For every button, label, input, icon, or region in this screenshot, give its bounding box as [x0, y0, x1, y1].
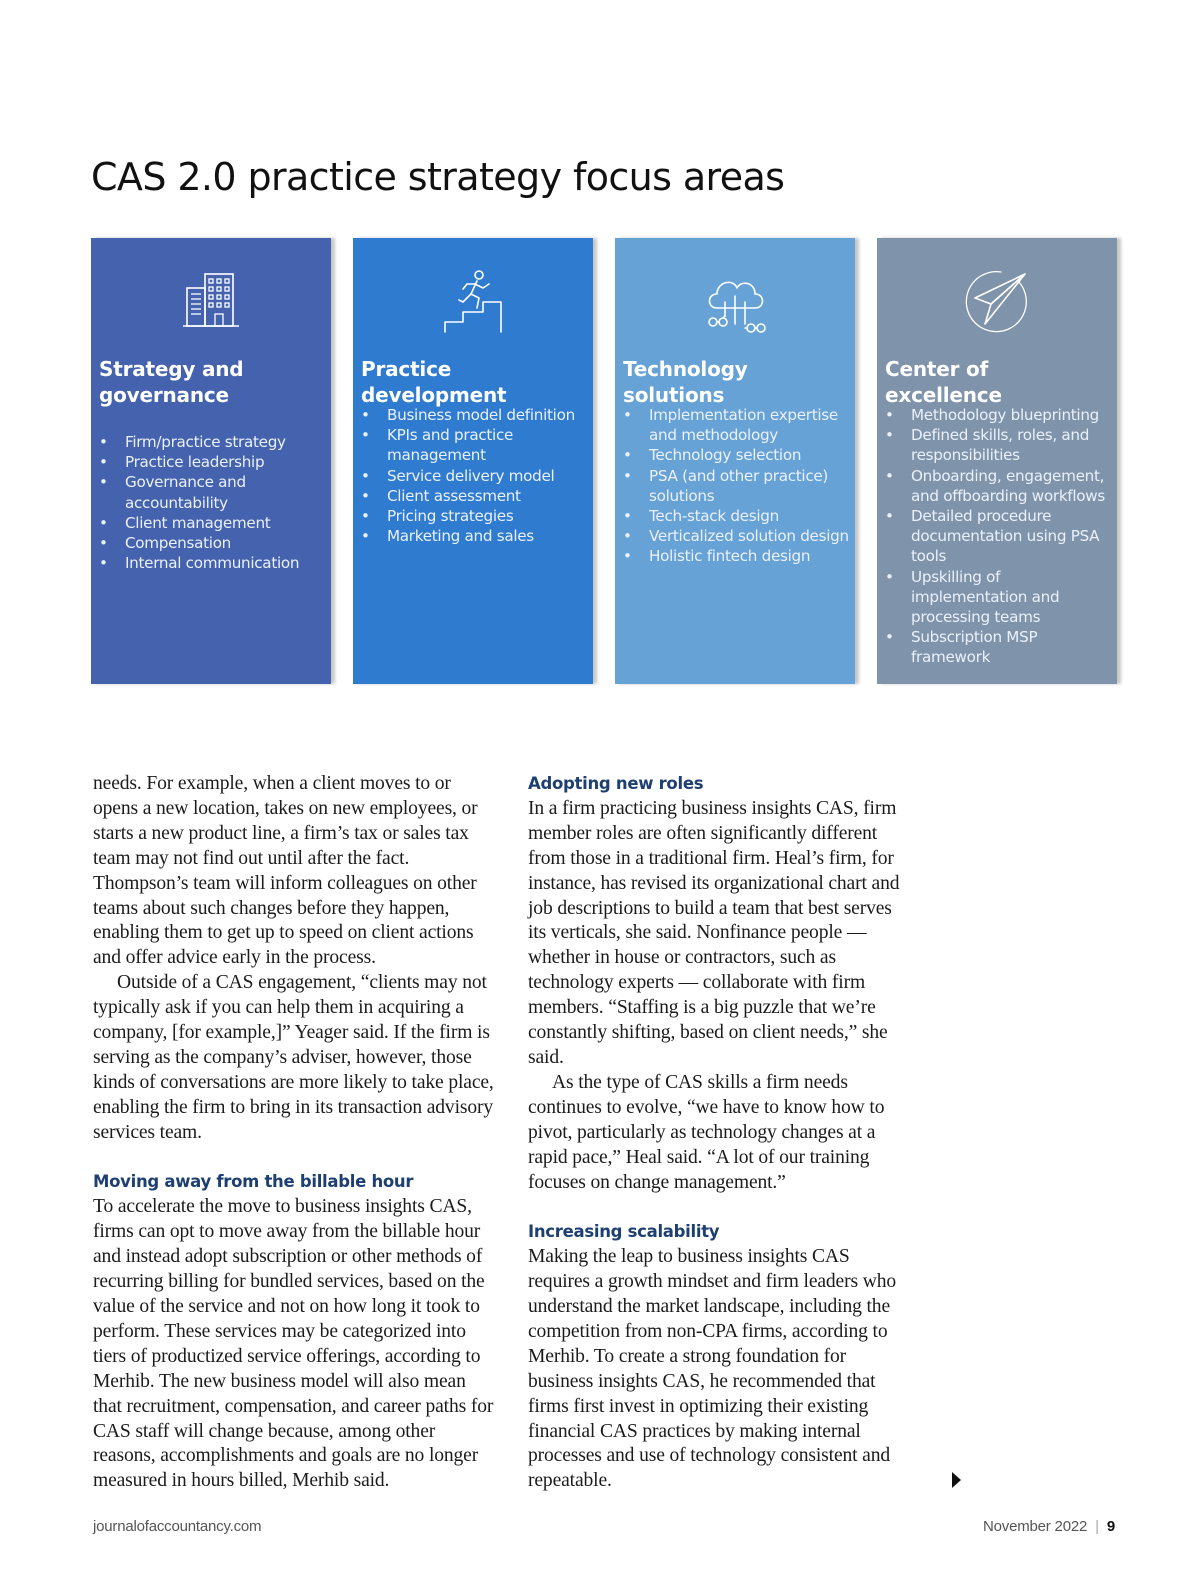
list-item: • Practice leadership — [99, 452, 325, 472]
list-item: • Upskilling of implementation and processing teams — [885, 567, 1111, 628]
card-title: Technology solutions — [623, 357, 748, 407]
list-item: • Marketing and sales — [361, 526, 587, 546]
continue-arrow-icon[interactable] — [952, 1472, 961, 1488]
section-heading: Increasing scalability — [528, 1222, 720, 1242]
list-item: • Internal communication — [99, 553, 325, 573]
list-item: • Client assessment — [361, 486, 587, 506]
card-title: Practice development — [361, 357, 507, 407]
paper-plane-icon — [877, 266, 1117, 338]
card-list — [885, 405, 1111, 668]
list-item: • Onboarding, engagement, and offboarding workflows — [885, 466, 1111, 506]
card-title: Strategy and governance — [99, 357, 244, 407]
list-item: • Implementation expertise and methodology — [623, 405, 849, 445]
footer-page-info — [983, 1518, 1115, 1535]
list-item: • Service delivery model — [361, 466, 587, 486]
list-item: • Client management — [99, 513, 325, 533]
card-list — [623, 405, 849, 567]
card-list — [361, 405, 587, 546]
list-item: • Technology selection — [623, 445, 849, 465]
footer-separator: | — [1095, 1518, 1099, 1535]
card-list — [99, 432, 325, 573]
page-title: CAS 2.0 practice strategy focus areas — [91, 155, 785, 199]
card-practice-development — [353, 238, 593, 684]
footer-site[interactable]: journalofaccountancy.com — [93, 1518, 262, 1535]
paragraph: As the type of CAS skills a firm needs continues to evolve, “we have to know how to pivot, particularly as technology changes at a rapid pace,” Heal said. “A lot of our training focuses on change management.” — [528, 1071, 885, 1193]
list-item: • Subscription MSP framework — [885, 627, 1111, 667]
card-center-of-excellence — [877, 238, 1117, 684]
section-heading: Moving away from the billable hour — [93, 1172, 414, 1192]
paragraph: In a firm practicing business insights CAS, firm member roles are often significantly different from those in a traditional firm. Heal’s firm, for instance, has revised its organizational chart and job descriptions to build a team that best serves its verticals, she said. Nonfinance people — whether in house or contractors, such as technology experts — collaborate with firm members. “Staffing is a big puzzle that we’re constantly shifting, based on client needs,” she said. — [528, 797, 900, 1068]
cloud-network-icon — [615, 266, 855, 338]
page-number: 9 — [1106, 1518, 1115, 1535]
list-item: • Detailed procedure documentation using PSA tools — [885, 506, 1111, 567]
card-title: Center of excellence — [885, 357, 1002, 407]
list-item: • Pricing strategies — [361, 506, 587, 526]
list-item: • Holistic fintech design — [623, 546, 849, 566]
list-item: • PSA (and other practice) solutions — [623, 466, 849, 506]
article-column-right — [528, 772, 910, 1494]
list-item: • Defined skills, roles, and responsibilities — [885, 425, 1111, 465]
paragraph: needs. For example, when a client moves to or opens a new location, takes on new employees, or starts a new product line, a firm’s tax or sales tax team may not find out until after the fact. Thompson’s team will inform colleagues on other teams about such changes before they happen, enabling them to get up to speed on client actions and offer advice early in the process. — [93, 773, 478, 969]
section-heading: Adopting new roles — [528, 774, 704, 793]
list-item: • Verticalized solution design — [623, 526, 849, 546]
paragraph: Outside of a CAS engagement, “clients may not typically ask if you can help them in acquiring a company, [for example,]” Yeager said. If the firm is serving as the company’s adviser, however, those kinds of conversations are more likely to take place, enabling the firm to bring in its transaction advisory services team. — [93, 972, 494, 1143]
list-item: • Firm/practice strategy — [99, 432, 325, 452]
card-technology-solutions — [615, 238, 855, 684]
card-strategy-governance — [91, 238, 331, 684]
list-item: • Tech-stack design — [623, 506, 849, 526]
list-item: • Business model definition — [361, 405, 587, 425]
list-item: • KPIs and practice management — [361, 425, 587, 465]
runner-steps-icon — [353, 266, 593, 338]
paragraph: Making the leap to business insights CAS requires a growth mindset and firm leaders who understand the market landscape, including the competition from non-CPA firms, according to Merhib. To create a strong foundation for business insights CAS, he recommended that firms first invest in optimizing their existing financial CAS practices by making internal processes and use of technology consistent and repeatable. — [528, 1246, 896, 1492]
building-icon — [91, 266, 331, 338]
article-column-left — [93, 772, 498, 1494]
footer-date: November 2022 — [983, 1518, 1088, 1535]
list-item: • Governance and accountability — [99, 472, 325, 512]
list-item: • Methodology blueprinting — [885, 405, 1111, 425]
paragraph: To accelerate the move to business insights CAS, firms can opt to move away from the billable hour and instead adopt subscription or other methods of recurring billing for bundled services, based on the value of the service and not on how long it took to perform. These services may be categorized into tiers of productized service offerings, according to Merhib. The new business model will also mean that recruitment, compensation, and career paths for CAS staff will change because, among other reasons, accomplishments and goals are no longer measured in hours billed, Merhib said. — [93, 1196, 494, 1492]
list-item: • Compensation — [99, 533, 325, 553]
